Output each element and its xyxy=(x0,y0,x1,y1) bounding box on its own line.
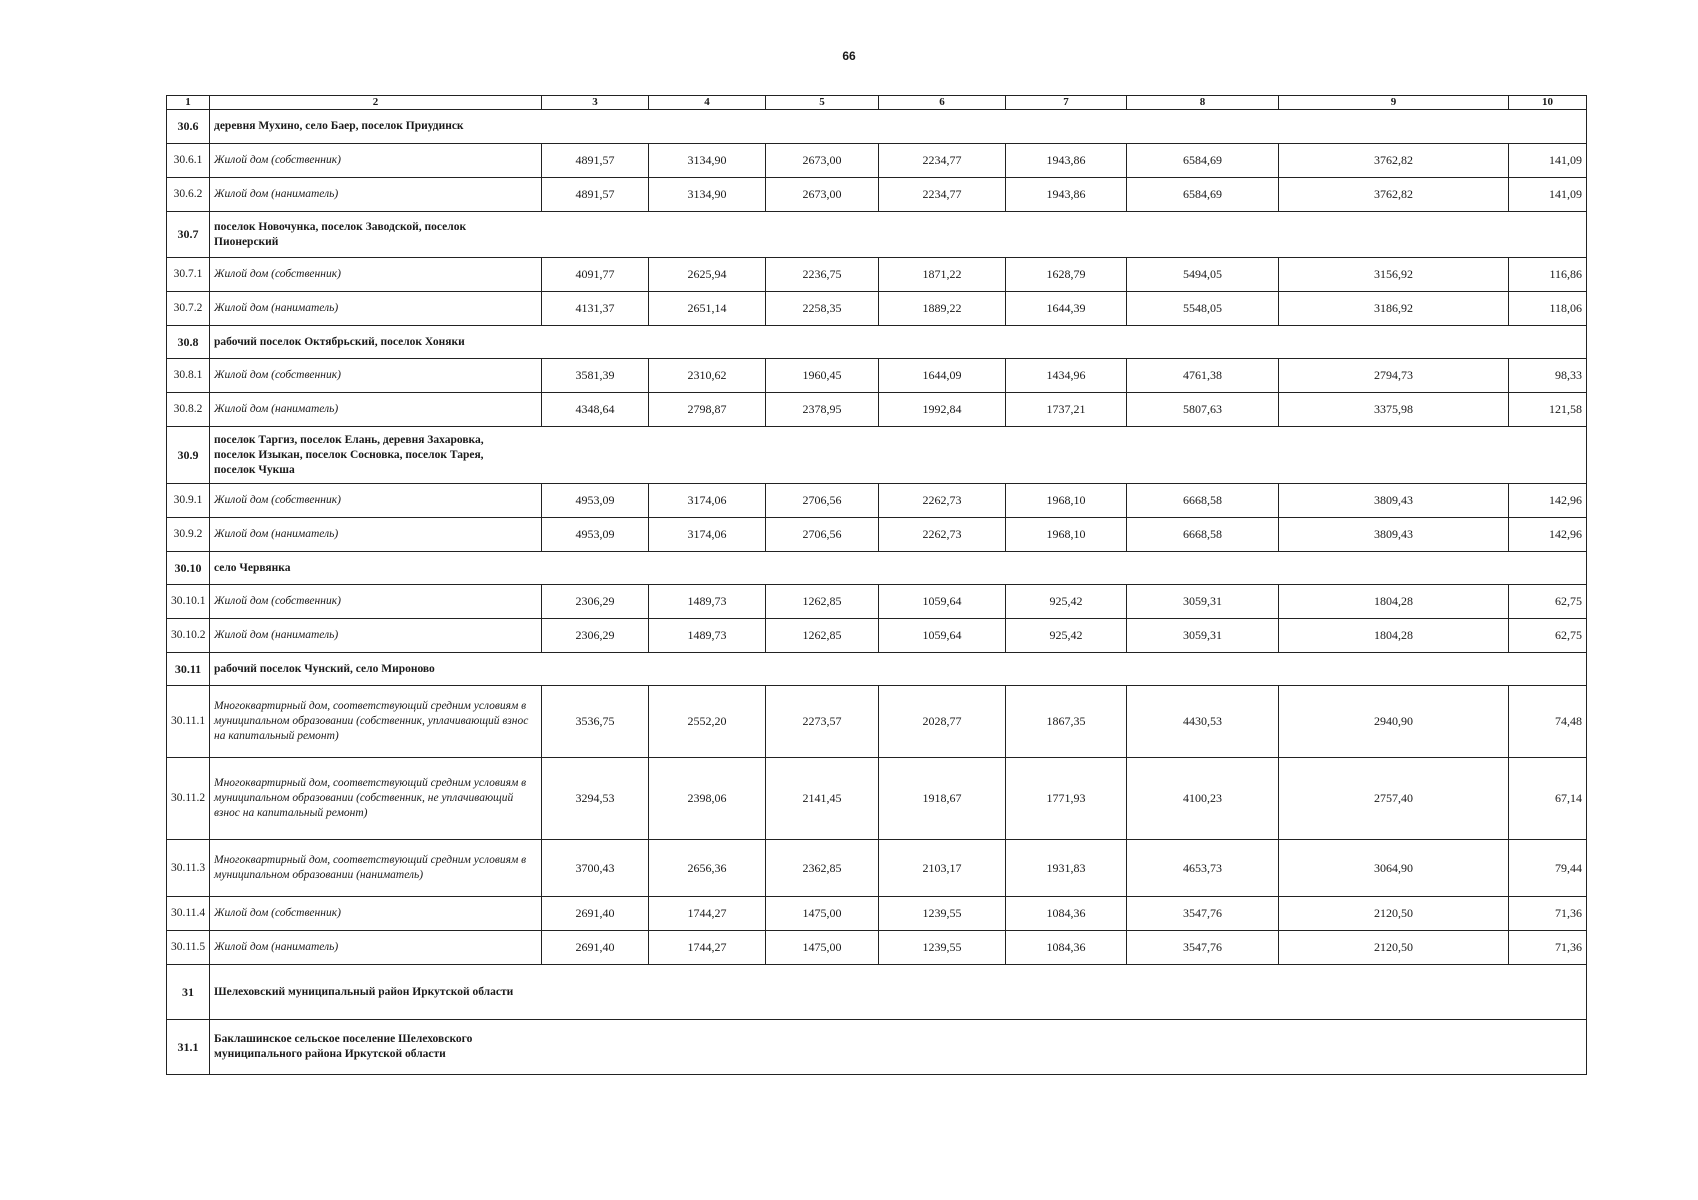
value-cell: 3064,90 xyxy=(1279,840,1509,897)
value-cell: 2362,85 xyxy=(766,840,879,897)
value-cell: 2798,87 xyxy=(649,393,766,427)
table-row xyxy=(167,484,1587,518)
value-cell: 4091,77 xyxy=(542,258,649,292)
table-row xyxy=(167,931,1587,965)
value-cell: 2258,35 xyxy=(766,292,879,326)
value-cell: 2103,17 xyxy=(879,840,1006,897)
value-cell: 4348,64 xyxy=(542,393,649,427)
value-cell: 1968,10 xyxy=(1006,518,1127,552)
section-title: рабочий поселок Октябрьский, поселок Хоняки xyxy=(214,335,465,348)
value-cell: 1644,09 xyxy=(879,359,1006,393)
value-cell: 2757,40 xyxy=(1279,758,1509,840)
value-cell: 1968,10 xyxy=(1006,484,1127,518)
value-cell: 1992,84 xyxy=(879,393,1006,427)
value-cell: 62,75 xyxy=(1509,585,1587,619)
value-cell: 3809,43 xyxy=(1279,484,1509,518)
column-header: 4 xyxy=(649,96,766,110)
housing-type: Многоквартирный дом, соответствующий средним условиям в муниципальном образовании (собственник, уплачивающий взнос на капитальный ремонт) xyxy=(210,686,542,758)
value-cell: 4953,09 xyxy=(542,484,649,518)
tariff-table xyxy=(166,95,1587,1075)
value-cell: 3762,82 xyxy=(1279,178,1509,212)
value-cell: 1059,64 xyxy=(879,619,1006,653)
row-number: 30.8.2 xyxy=(167,393,210,427)
value-cell: 5807,63 xyxy=(1127,393,1279,427)
row-number: 30.11.1 xyxy=(167,686,210,758)
row-number: 30.7.2 xyxy=(167,292,210,326)
value-cell: 2673,00 xyxy=(766,144,879,178)
column-header: 6 xyxy=(879,96,1006,110)
housing-type: Жилой дом (наниматель) xyxy=(210,393,542,427)
column-header: 8 xyxy=(1127,96,1279,110)
section-title: село Червянка xyxy=(214,561,291,574)
housing-type: Жилой дом (наниматель) xyxy=(210,619,542,653)
value-cell: 1084,36 xyxy=(1006,931,1127,965)
section-title-cell xyxy=(210,1020,1587,1075)
value-cell: 2262,73 xyxy=(879,518,1006,552)
value-cell: 6668,58 xyxy=(1127,518,1279,552)
value-cell: 3186,92 xyxy=(1279,292,1509,326)
value-cell: 3809,43 xyxy=(1279,518,1509,552)
column-header: 10 xyxy=(1509,96,1587,110)
value-cell: 2120,50 xyxy=(1279,931,1509,965)
value-cell: 1931,83 xyxy=(1006,840,1127,897)
row-number: 30.9.1 xyxy=(167,484,210,518)
value-cell: 5548,05 xyxy=(1127,292,1279,326)
table-row xyxy=(167,840,1587,897)
housing-type: Жилой дом (наниматель) xyxy=(210,518,542,552)
value-cell: 4100,23 xyxy=(1127,758,1279,840)
value-cell: 2691,40 xyxy=(542,897,649,931)
value-cell: 1489,73 xyxy=(649,619,766,653)
value-cell: 2306,29 xyxy=(542,619,649,653)
value-cell: 118,06 xyxy=(1509,292,1587,326)
value-cell: 1628,79 xyxy=(1006,258,1127,292)
value-cell: 2656,36 xyxy=(649,840,766,897)
value-cell: 1918,67 xyxy=(879,758,1006,840)
section-row xyxy=(167,326,1587,359)
value-cell: 1434,96 xyxy=(1006,359,1127,393)
column-header: 5 xyxy=(766,96,879,110)
section-row xyxy=(167,427,1587,484)
value-cell: 2120,50 xyxy=(1279,897,1509,931)
housing-type: Многоквартирный дом, соответствующий средним условиям в муниципальном образовании (наниматель) xyxy=(210,840,542,897)
value-cell: 3536,75 xyxy=(542,686,649,758)
value-cell: 3174,06 xyxy=(649,518,766,552)
housing-type: Жилой дом (собственник) xyxy=(210,897,542,931)
value-cell: 1744,27 xyxy=(649,931,766,965)
value-cell: 142,96 xyxy=(1509,484,1587,518)
row-number: 30.11.5 xyxy=(167,931,210,965)
section-title: рабочий поселок Чунский, село Мироново xyxy=(214,662,435,675)
value-cell: 3156,92 xyxy=(1279,258,1509,292)
value-cell: 1084,36 xyxy=(1006,897,1127,931)
value-cell: 1804,28 xyxy=(1279,585,1509,619)
value-cell: 3547,76 xyxy=(1127,931,1279,965)
table-row xyxy=(167,585,1587,619)
value-cell: 3294,53 xyxy=(542,758,649,840)
value-cell: 2262,73 xyxy=(879,484,1006,518)
value-cell: 2673,00 xyxy=(766,178,879,212)
table-row xyxy=(167,258,1587,292)
row-number: 30.11.4 xyxy=(167,897,210,931)
value-cell: 71,36 xyxy=(1509,897,1587,931)
value-cell: 1262,85 xyxy=(766,619,879,653)
value-cell: 71,36 xyxy=(1509,931,1587,965)
value-cell: 4430,53 xyxy=(1127,686,1279,758)
value-cell: 4891,57 xyxy=(542,178,649,212)
section-number: 30.9 xyxy=(167,427,210,484)
value-cell: 98,33 xyxy=(1509,359,1587,393)
value-cell: 2306,29 xyxy=(542,585,649,619)
value-cell: 2234,77 xyxy=(879,144,1006,178)
table-row xyxy=(167,144,1587,178)
column-header-row xyxy=(167,96,1587,110)
section-title-cell xyxy=(210,653,1587,686)
housing-type: Жилой дом (собственник) xyxy=(210,484,542,518)
value-cell: 1943,86 xyxy=(1006,178,1127,212)
housing-type: Жилой дом (наниматель) xyxy=(210,931,542,965)
section-number: 30.8 xyxy=(167,326,210,359)
section-title-cell xyxy=(210,110,1587,144)
section-row xyxy=(167,653,1587,686)
row-number: 30.10.1 xyxy=(167,585,210,619)
column-header: 3 xyxy=(542,96,649,110)
value-cell: 1475,00 xyxy=(766,931,879,965)
row-number: 30.11.3 xyxy=(167,840,210,897)
value-cell: 2273,57 xyxy=(766,686,879,758)
column-header: 1 xyxy=(167,96,210,110)
value-cell: 79,44 xyxy=(1509,840,1587,897)
section-title-cell xyxy=(210,965,1587,1020)
table-row xyxy=(167,393,1587,427)
value-cell: 1943,86 xyxy=(1006,144,1127,178)
value-cell: 3700,43 xyxy=(542,840,649,897)
table-row xyxy=(167,359,1587,393)
value-cell: 3174,06 xyxy=(649,484,766,518)
value-cell: 5494,05 xyxy=(1127,258,1279,292)
column-header: 2 xyxy=(210,96,542,110)
table-row xyxy=(167,758,1587,840)
value-cell: 2794,73 xyxy=(1279,359,1509,393)
value-cell: 1771,93 xyxy=(1006,758,1127,840)
housing-type: Жилой дом (наниматель) xyxy=(210,178,542,212)
value-cell: 2706,56 xyxy=(766,518,879,552)
value-cell: 6668,58 xyxy=(1127,484,1279,518)
section-title: Баклашинское сельское поселение Шелеховского муниципального района Иркутской области xyxy=(214,1033,473,1060)
section-title: Шелеховский муниципальный район Иркутской области xyxy=(214,985,514,998)
value-cell: 1475,00 xyxy=(766,897,879,931)
value-cell: 1871,22 xyxy=(879,258,1006,292)
housing-type: Жилой дом (собственник) xyxy=(210,585,542,619)
section-title-cell xyxy=(210,552,1587,585)
value-cell: 116,86 xyxy=(1509,258,1587,292)
value-cell: 1644,39 xyxy=(1006,292,1127,326)
row-number: 30.8.1 xyxy=(167,359,210,393)
value-cell: 62,75 xyxy=(1509,619,1587,653)
section-title: деревня Мухино, село Баер, поселок Приудинск xyxy=(214,120,464,132)
section-number: 30.11 xyxy=(167,653,210,686)
value-cell: 1867,35 xyxy=(1006,686,1127,758)
value-cell: 2651,14 xyxy=(649,292,766,326)
value-cell: 141,09 xyxy=(1509,178,1587,212)
section-row xyxy=(167,212,1587,258)
value-cell: 2398,06 xyxy=(649,758,766,840)
value-cell: 3762,82 xyxy=(1279,144,1509,178)
value-cell: 1489,73 xyxy=(649,585,766,619)
column-header: 7 xyxy=(1006,96,1127,110)
section-title-cell xyxy=(210,427,1587,484)
table-row xyxy=(167,619,1587,653)
value-cell: 1239,55 xyxy=(879,897,1006,931)
value-cell: 6584,69 xyxy=(1127,178,1279,212)
housing-type: Жилой дом (наниматель) xyxy=(210,292,542,326)
value-cell: 3134,90 xyxy=(649,178,766,212)
housing-type: Многоквартирный дом, соответствующий средним условиям в муниципальном образовании (собственник, не уплачивающий взнос на капитальный ремонт) xyxy=(210,758,542,840)
value-cell: 3547,76 xyxy=(1127,897,1279,931)
section-number: 30.7 xyxy=(167,212,210,258)
section-number: 31.1 xyxy=(167,1020,210,1075)
value-cell: 1059,64 xyxy=(879,585,1006,619)
value-cell: 2378,95 xyxy=(766,393,879,427)
value-cell: 141,09 xyxy=(1509,144,1587,178)
value-cell: 1804,28 xyxy=(1279,619,1509,653)
section-title-cell xyxy=(210,326,1587,359)
value-cell: 1737,21 xyxy=(1006,393,1127,427)
section-title: поселок Таргиз, поселок Елань, деревня Захаровка, поселок Изыкан, поселок Сосновка, поселок Тарея, поселок Чукша xyxy=(214,433,484,476)
value-cell: 1239,55 xyxy=(879,931,1006,965)
value-cell: 4761,38 xyxy=(1127,359,1279,393)
table-row xyxy=(167,897,1587,931)
section-row xyxy=(167,110,1587,144)
row-number: 30.6.1 xyxy=(167,144,210,178)
row-number: 30.7.1 xyxy=(167,258,210,292)
value-cell: 4131,37 xyxy=(542,292,649,326)
value-cell: 121,58 xyxy=(1509,393,1587,427)
value-cell: 67,14 xyxy=(1509,758,1587,840)
value-cell: 1262,85 xyxy=(766,585,879,619)
value-cell: 1960,45 xyxy=(766,359,879,393)
table-row xyxy=(167,686,1587,758)
value-cell: 3059,31 xyxy=(1127,585,1279,619)
value-cell: 2141,45 xyxy=(766,758,879,840)
value-cell: 2028,77 xyxy=(879,686,1006,758)
value-cell: 4953,09 xyxy=(542,518,649,552)
value-cell: 2940,90 xyxy=(1279,686,1509,758)
table-row xyxy=(167,518,1587,552)
section-title: поселок Новочунка, поселок Заводской, поселок Пионерский xyxy=(214,220,467,248)
value-cell: 2310,62 xyxy=(649,359,766,393)
page-number: 66 xyxy=(842,49,856,63)
section-title-cell xyxy=(210,212,1587,258)
value-cell: 2552,20 xyxy=(649,686,766,758)
section-row xyxy=(167,552,1587,585)
value-cell: 3059,31 xyxy=(1127,619,1279,653)
value-cell: 2691,40 xyxy=(542,931,649,965)
value-cell: 74,48 xyxy=(1509,686,1587,758)
value-cell: 2706,56 xyxy=(766,484,879,518)
value-cell: 1889,22 xyxy=(879,292,1006,326)
housing-type: Жилой дом (собственник) xyxy=(210,144,542,178)
row-number: 30.6.2 xyxy=(167,178,210,212)
value-cell: 925,42 xyxy=(1006,619,1127,653)
section-number: 30.10 xyxy=(167,552,210,585)
section-row xyxy=(167,965,1587,1020)
value-cell: 142,96 xyxy=(1509,518,1587,552)
table-row xyxy=(167,292,1587,326)
value-cell: 4653,73 xyxy=(1127,840,1279,897)
value-cell: 925,42 xyxy=(1006,585,1127,619)
value-cell: 2234,77 xyxy=(879,178,1006,212)
value-cell: 3134,90 xyxy=(649,144,766,178)
value-cell: 3375,98 xyxy=(1279,393,1509,427)
housing-type: Жилой дом (собственник) xyxy=(210,359,542,393)
row-number: 30.11.2 xyxy=(167,758,210,840)
row-number: 30.9.2 xyxy=(167,518,210,552)
section-row xyxy=(167,1020,1587,1075)
row-number: 30.10.2 xyxy=(167,619,210,653)
value-cell: 4891,57 xyxy=(542,144,649,178)
table-row xyxy=(167,178,1587,212)
section-number: 31 xyxy=(167,965,210,1020)
column-header: 9 xyxy=(1279,96,1509,110)
table-body xyxy=(167,96,1587,1075)
housing-type: Жилой дом (собственник) xyxy=(210,258,542,292)
value-cell: 2236,75 xyxy=(766,258,879,292)
value-cell: 2625,94 xyxy=(649,258,766,292)
section-number: 30.6 xyxy=(167,110,210,144)
value-cell: 1744,27 xyxy=(649,897,766,931)
value-cell: 6584,69 xyxy=(1127,144,1279,178)
value-cell: 3581,39 xyxy=(542,359,649,393)
